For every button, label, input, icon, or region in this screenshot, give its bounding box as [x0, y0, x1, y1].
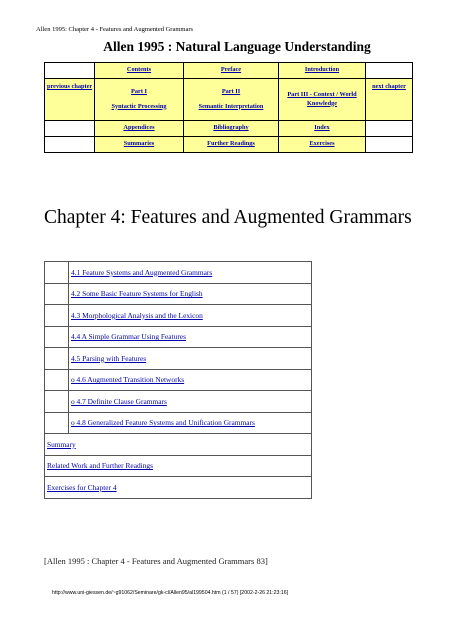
- toc-cell: [69, 305, 312, 327]
- toc-row: [45, 262, 312, 284]
- nav-empty-cell: [366, 137, 413, 153]
- toc-section-link[interactable]: o 4.8 Generalized Feature Systems and Unification Grammars: [71, 418, 255, 428]
- toc-indent-cell: [45, 283, 69, 305]
- nav-contents-link[interactable]: Contents: [126, 66, 152, 74]
- nav-bibliography-cell: [184, 121, 279, 137]
- summaries-link[interactable]: Summaries: [123, 140, 155, 148]
- toc-section-link[interactable]: 4.2 Some Basic Feature Systems for English: [71, 289, 203, 299]
- toc-section-link[interactable]: o 4.7 Definite Clause Grammars: [71, 396, 167, 406]
- toc-row: [45, 305, 312, 327]
- chapter-exercises-link[interactable]: Exercises for Chapter 4: [47, 482, 117, 492]
- toc-section-link[interactable]: 4.1 Feature Systems and Augmented Grammars: [71, 267, 213, 277]
- part2-link[interactable]: Part II: [221, 88, 241, 95]
- toc-cell: [69, 412, 312, 434]
- toc-indent-cell: [45, 348, 69, 370]
- part3-link[interactable]: Part III - Context / World Knowledge: [287, 91, 357, 107]
- toc-row: [45, 283, 312, 305]
- print-header: Allen 1995: Chapter 4 - Features and Augmented Grammars: [36, 26, 194, 33]
- page-reference: [Allen 1995 : Chapter 4 - Features and Augmented Grammars 83]: [44, 556, 268, 566]
- table-of-contents: [44, 261, 312, 499]
- toc-row: [45, 391, 312, 413]
- toc-row: [45, 326, 312, 348]
- toc-cell: [69, 326, 312, 348]
- exercises-link[interactable]: Exercises: [309, 140, 335, 148]
- index-link[interactable]: Index: [314, 124, 330, 132]
- toc-cell: [45, 455, 312, 477]
- toc-cell: [69, 369, 312, 391]
- bibliography-link[interactable]: Bibliography: [213, 124, 249, 132]
- nav-previous-cell: [45, 79, 95, 121]
- toc-section-link[interactable]: 4.3 Morphological Analysis and the Lexicon: [71, 310, 203, 320]
- nav-empty-cell: [45, 137, 95, 153]
- nav-contents-cell: [95, 63, 184, 79]
- nav-next-cell: [366, 79, 413, 121]
- toc-cell: [69, 262, 312, 284]
- toc-row: [45, 348, 312, 370]
- next-chapter-link[interactable]: next chapter: [372, 83, 406, 90]
- navigation-table: [44, 62, 413, 153]
- syntactic-processing-link[interactable]: Syntactic Processing: [111, 102, 167, 110]
- print-url: http://www.uni-giessen.de/~g91062/Seminare/gk-cl/Allen95/al199504.htm (1 / 57) [2002-2-26 21:23:16]: [52, 590, 289, 596]
- nav-preface-cell: [184, 63, 279, 79]
- part1-link[interactable]: Part I: [131, 88, 147, 95]
- appendices-link[interactable]: Appendices: [123, 124, 155, 132]
- nav-index-cell: [279, 121, 366, 137]
- toc-cell: [69, 391, 312, 413]
- nav-exercises-cell: [279, 137, 366, 153]
- previous-chapter-link[interactable]: previous chapter: [47, 83, 93, 90]
- toc-row: [45, 412, 312, 434]
- toc-indent-cell: [45, 262, 69, 284]
- toc-indent-cell: [45, 369, 69, 391]
- related-work-link[interactable]: Related Work and Further Readings: [47, 461, 153, 471]
- nav-summaries-cell: [95, 137, 184, 153]
- chapter-title: Chapter 4: Features and Augmented Grammars: [44, 207, 412, 228]
- nav-empty-cell: [366, 63, 413, 79]
- toc-section-link[interactable]: o 4.6 Augmented Transition Networks: [71, 375, 185, 385]
- book-title: Allen 1995 : Natural Language Understanding: [103, 39, 371, 54]
- toc-section-link[interactable]: 4.5 Parsing with Features: [71, 353, 147, 363]
- toc-cell: [45, 434, 312, 456]
- summary-link[interactable]: Summary: [47, 439, 76, 449]
- toc-indent-cell: [45, 326, 69, 348]
- toc-cell: [45, 477, 312, 499]
- toc-indent-cell: [45, 391, 69, 413]
- toc-row: [45, 455, 312, 477]
- toc-indent-cell: [45, 412, 69, 434]
- nav-introduction-cell: [279, 63, 366, 79]
- nav-introduction-link[interactable]: Introduction: [304, 66, 340, 74]
- toc-indent-cell: [45, 305, 69, 327]
- nav-appendices-cell: [95, 121, 184, 137]
- toc-cell: [69, 348, 312, 370]
- toc-cell: [69, 283, 312, 305]
- nav-part3-cell: [279, 79, 366, 121]
- nav-preface-link[interactable]: Preface: [220, 66, 242, 74]
- nav-part1-cell: [95, 79, 184, 121]
- toc-section-link[interactable]: 4.4 A Simple Grammar Using Features: [71, 332, 186, 342]
- toc-row: [45, 477, 312, 499]
- nav-further-readings-cell: [184, 137, 279, 153]
- nav-empty-cell: [366, 121, 413, 137]
- semantic-interpretation-link[interactable]: Semantic Interpretation: [198, 102, 264, 110]
- toc-row: [45, 369, 312, 391]
- toc-row: [45, 434, 312, 456]
- further-readings-link[interactable]: Further Readings: [207, 140, 255, 148]
- nav-empty-cell: [45, 63, 95, 79]
- nav-part2-cell: [184, 79, 279, 121]
- nav-empty-cell: [45, 121, 95, 137]
